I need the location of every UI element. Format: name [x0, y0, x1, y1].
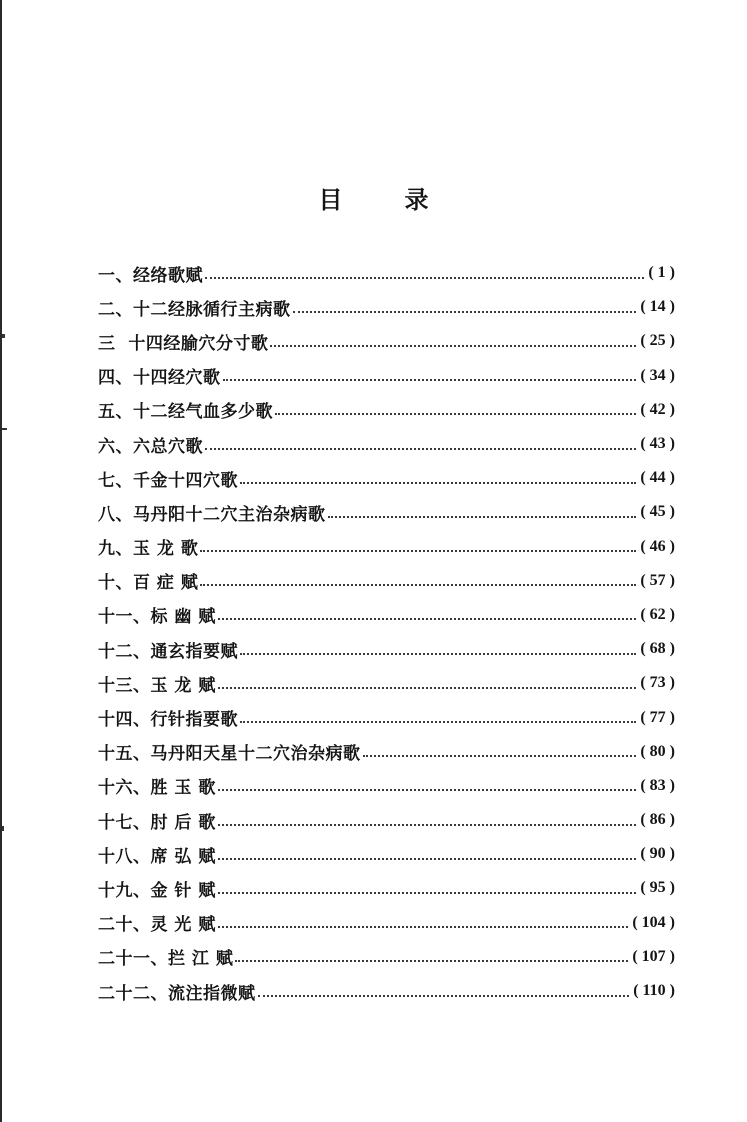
toc-entry-title: 二十、灵 光 赋	[98, 915, 216, 936]
title-char-right: 录	[404, 186, 429, 214]
scan-speck	[2, 428, 7, 430]
toc-entry-title: 五、十二经气血多少歌	[98, 402, 273, 423]
toc-entry-page: ( 62 )	[640, 605, 675, 623]
toc-entry-page: ( 86 )	[640, 811, 675, 829]
toc-entry-page: ( 57 )	[640, 571, 675, 589]
dot-leader	[275, 412, 636, 415]
toc-entry[interactable]	[98, 427, 675, 461]
toc-entry[interactable]	[98, 769, 675, 803]
toc-entry-title: 八、马丹阳十二穴主治杂病歌	[98, 504, 326, 525]
dot-leader	[218, 925, 629, 928]
toc-entry[interactable]	[98, 256, 675, 290]
toc-entry-title: 十三、玉 龙 赋	[98, 675, 216, 696]
dot-leader	[240, 720, 636, 723]
dot-leader	[218, 823, 637, 826]
toc-entry-page: ( 34 )	[640, 366, 675, 384]
toc-entry-title: 十九、金 针 赋	[98, 880, 216, 901]
dot-leader	[218, 891, 637, 894]
toc-entry-title: 十一、标 幽 赋	[98, 607, 216, 628]
toc-entry[interactable]	[98, 837, 675, 871]
toc-entry-title: 十、百 症 赋	[98, 573, 199, 594]
toc-entry-page: ( 83 )	[640, 776, 675, 794]
toc-entry-title: 七、千金十四穴歌	[98, 470, 238, 491]
toc-entry-page: ( 107 )	[632, 947, 675, 965]
dot-leader	[205, 447, 636, 450]
toc-entry[interactable]	[98, 666, 675, 700]
toc-entry-page: ( 77 )	[640, 708, 675, 726]
toc-entry[interactable]	[98, 564, 675, 598]
dot-leader	[270, 344, 636, 347]
toc-entry-page: ( 1 )	[648, 264, 675, 282]
toc-entry-page: ( 90 )	[640, 845, 675, 863]
toc-entry-page: ( 42 )	[640, 400, 675, 418]
toc-entry-title: 十二、通玄指要赋	[98, 641, 238, 662]
toc-entry-title: 四、十四经穴歌	[98, 368, 221, 389]
toc-entry[interactable]	[98, 803, 675, 837]
scan-speck	[2, 826, 4, 831]
toc-entry-title: 十四、行针指要歌	[98, 710, 238, 731]
toc-entry[interactable]	[98, 530, 675, 564]
toc-entry-page: ( 43 )	[640, 435, 675, 453]
dot-leader	[218, 617, 637, 620]
toc-entry[interactable]	[98, 871, 675, 905]
dot-leader	[363, 754, 637, 757]
dot-leader	[218, 788, 637, 791]
toc-entry-page: ( 46 )	[640, 537, 675, 555]
dot-leader	[218, 686, 637, 689]
toc-entry-page: ( 95 )	[640, 879, 675, 897]
dot-leader	[223, 378, 637, 381]
toc-entry-page: ( 45 )	[640, 503, 675, 521]
toc-entry-page: ( 44 )	[640, 469, 675, 487]
toc-entry-page: ( 25 )	[640, 332, 675, 350]
toc-entry[interactable]	[98, 598, 675, 632]
dot-leader	[235, 959, 628, 962]
toc-entry[interactable]	[98, 974, 675, 1008]
toc-entry-page: ( 14 )	[640, 298, 675, 316]
table-of-contents	[98, 256, 675, 1008]
dot-leader	[200, 583, 636, 586]
page-title	[0, 180, 747, 215]
dot-leader	[200, 549, 636, 552]
toc-entry[interactable]	[98, 632, 675, 666]
toc-entry-title: 二十一、拦 江 赋	[98, 949, 234, 970]
toc-entry-title: 十八、席 弘 赋	[98, 846, 216, 867]
dot-leader	[258, 994, 630, 997]
toc-entry-title: 六、六总穴歌	[98, 436, 203, 457]
dot-leader	[293, 310, 637, 313]
dot-leader	[218, 857, 637, 860]
toc-entry-title: 三 十四经腧穴分寸歌	[98, 333, 269, 354]
toc-entry-page: ( 68 )	[640, 640, 675, 658]
toc-entry[interactable]	[98, 940, 675, 974]
toc-entry[interactable]	[98, 906, 675, 940]
toc-entry-title: 九、玉 龙 歌	[98, 539, 199, 560]
toc-entry-page: ( 73 )	[640, 674, 675, 692]
toc-entry-title: 十五、马丹阳天星十二穴治杂病歌	[98, 744, 361, 765]
toc-entry-title: 一、经络歌赋	[98, 265, 203, 286]
dot-leader	[240, 652, 636, 655]
title-char-left: 目	[318, 186, 343, 214]
scan-speck	[2, 334, 5, 338]
toc-entry[interactable]	[98, 290, 675, 324]
toc-entry-page: ( 80 )	[640, 742, 675, 760]
toc-entry-title: 十七、肘 后 歌	[98, 812, 216, 833]
dot-leader	[205, 276, 644, 279]
toc-entry-title: 二十二、流注指微赋	[98, 983, 256, 1004]
toc-entry-page: ( 110 )	[633, 982, 675, 1000]
toc-entry[interactable]	[98, 393, 675, 427]
dot-leader	[240, 481, 636, 484]
toc-entry[interactable]	[98, 359, 675, 393]
toc-entry[interactable]	[98, 735, 675, 769]
toc-entry-title: 十六、胜 玉 歌	[98, 778, 216, 799]
toc-entry[interactable]	[98, 324, 675, 358]
dot-leader	[328, 515, 637, 518]
toc-entry[interactable]	[98, 461, 675, 495]
page-left-edge	[0, 0, 2, 1122]
toc-entry-title: 二、十二经脉循行主病歌	[98, 299, 291, 320]
toc-entry-page: ( 104 )	[632, 913, 675, 931]
toc-entry[interactable]	[98, 495, 675, 529]
toc-entry[interactable]	[98, 700, 675, 734]
